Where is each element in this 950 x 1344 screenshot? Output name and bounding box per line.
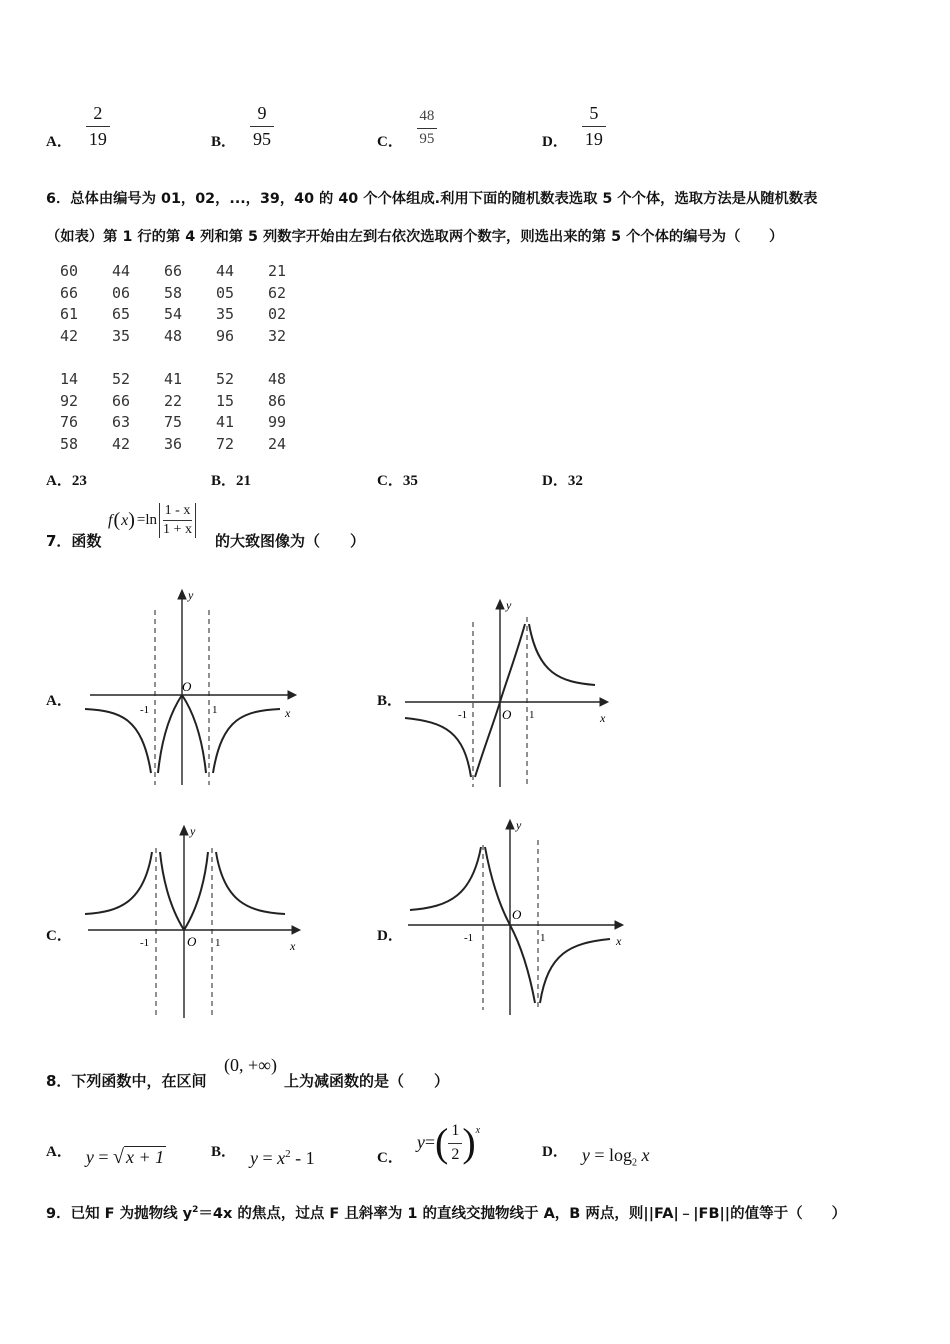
option-label: C． (377, 134, 403, 150)
tick-one: 1 (540, 932, 546, 944)
option-label: C． (377, 1150, 403, 1166)
exponent: x (475, 1124, 481, 1136)
fraction (250, 104, 274, 148)
table-row (60, 262, 320, 282)
table-cell: 58 (164, 283, 183, 302)
curve-left-outer (85, 852, 152, 914)
x-label: x (285, 706, 291, 720)
tick-minus-one: -1 (140, 937, 150, 949)
abs-numerator: 1 - x (164, 503, 191, 518)
curve-left (405, 718, 471, 777)
tick-minus-one: -1 (458, 709, 468, 721)
table-cell: 35 (112, 327, 131, 346)
table-cell: 06 (112, 283, 131, 302)
tick-minus-one: -1 (464, 932, 474, 944)
q5-option-d[interactable] (542, 100, 606, 151)
curve-right-inner (184, 852, 208, 930)
equals: = (589, 1145, 609, 1166)
q8-prefix: 8．下列函数中，在区间 (46, 1072, 207, 1090)
q6-option-c[interactable]: C．35 (377, 473, 418, 489)
q8-interval: (0, +∞) (224, 1055, 277, 1075)
tick-one: 1 (215, 937, 221, 949)
equals: = (424, 1132, 435, 1152)
table-cell: 48 (164, 327, 183, 346)
curve-left-outer (85, 709, 151, 773)
curve-right-outer (216, 852, 285, 914)
curve-left-inner (158, 695, 182, 773)
curve-right (529, 624, 595, 685)
table-cell: 14 (60, 369, 79, 388)
equals: = (93, 1147, 113, 1167)
y-var: y (581, 1145, 590, 1166)
constant: - 1 (290, 1148, 315, 1168)
table-row (60, 327, 320, 347)
table-cell: 41 (216, 413, 235, 432)
table-cell: 92 (60, 391, 79, 410)
base-denominator: 2 (451, 1145, 460, 1163)
curve-right (540, 939, 610, 1003)
q7-graph-c[interactable] (80, 818, 310, 1023)
table-cell: 76 (60, 413, 79, 432)
x-var: x (637, 1145, 650, 1166)
table-cell: 65 (112, 305, 131, 324)
table-cell: 22 (164, 391, 183, 410)
y-axis-arrow (496, 600, 504, 609)
numerator: 9 (257, 102, 267, 123)
q8-option-a[interactable] (46, 1140, 166, 1169)
option-label: D． (542, 1144, 568, 1160)
q6-stem-line1: 6．总体由编号为 01，02，...，39，40 的 40 个个体组成.利用下面的随机数表选取 5 个个体，选取方法是从随机数表 (46, 191, 818, 207)
table-cell: 66 (60, 283, 79, 302)
table-cell: 63 (112, 413, 131, 432)
curve-left (410, 847, 481, 910)
formula-a: y = √ x + 1 (85, 1146, 165, 1168)
table-cell: 44 (216, 262, 235, 280)
table-cell: 54 (164, 305, 183, 324)
tick-minus-one: -1 (140, 704, 150, 716)
denominator: 19 (88, 128, 107, 149)
log-base: 2 (632, 1158, 638, 1169)
table-cell: 05 (216, 283, 235, 302)
option-label: A． (46, 134, 72, 150)
formula-c: y = ( $\frac{1}{2}$ ) x (416, 1119, 481, 1165)
q7-option-a-label[interactable]: A． (46, 693, 72, 709)
q6-option-b[interactable]: B．21 (211, 473, 252, 489)
q9-stem-pre: 9．已知 F 为抛物线 y (46, 1206, 193, 1222)
fraction (417, 109, 437, 147)
x-axis-arrow (615, 921, 623, 929)
table-cell: 96 (216, 327, 235, 346)
table-cell: 32 (268, 327, 287, 346)
q7-suffix: 的大致图像为（ ） (215, 532, 366, 550)
y-label: y (506, 598, 512, 612)
q7-formula: f ( x ) =ln 1 - x 1 + x (108, 503, 196, 538)
numerator: 48 (419, 107, 435, 124)
x-label: x (290, 939, 296, 953)
table-cell: 66 (112, 391, 131, 410)
exponent: 2 (285, 1148, 291, 1160)
q9-stem-post: ＝4x 的焦点，过点 F 且斜率为 1 的直线交抛物线于 A，B 两点，则||FA|﹣|FB||的值等于（ ） (198, 1206, 847, 1222)
x-label: x (600, 711, 606, 725)
q7-graph-a[interactable] (80, 585, 310, 795)
curve-right-outer (213, 709, 280, 773)
abs-denominator: 1 + x (163, 522, 192, 537)
x-axis-arrow (292, 926, 300, 934)
y-label: y (188, 588, 194, 602)
table-cell: 52 (112, 369, 131, 388)
denominator: 19 (584, 128, 603, 149)
table-row (60, 370, 320, 390)
table-row (60, 435, 320, 455)
q6-option-a[interactable]: A．23 (46, 473, 87, 489)
tick-one: 1 (212, 704, 218, 716)
table-cell: 24 (268, 434, 287, 453)
table-cell: 75 (164, 413, 183, 432)
log: log (609, 1145, 633, 1166)
radicand: x + 1 (125, 1147, 165, 1167)
curve-left-inner (160, 852, 184, 930)
fraction (582, 104, 606, 148)
y-label: y (516, 818, 522, 832)
tick-one: 1 (529, 709, 535, 721)
denominator: 95 (253, 128, 272, 149)
q5-option-c[interactable] (377, 104, 437, 151)
function-name: f (108, 511, 113, 529)
table-row (60, 305, 320, 325)
option-label: D． (542, 134, 568, 150)
q9-exponent: 2 (192, 1205, 199, 1216)
option-label: B． (211, 1144, 237, 1160)
y-var: y (85, 1147, 94, 1167)
formula-b (250, 1148, 315, 1169)
table-row (60, 392, 320, 412)
y-var: y (416, 1132, 425, 1152)
table-cell: 42 (112, 434, 131, 453)
numerator: 2 (93, 102, 103, 123)
table-row (60, 284, 320, 304)
fraction (86, 104, 110, 148)
function-var: x (121, 511, 129, 529)
ln-operator: =ln (136, 512, 158, 528)
origin-label: O (182, 679, 192, 694)
x-label: x (616, 934, 622, 948)
table-cell: 48 (268, 369, 287, 388)
q7-graph-d[interactable] (400, 815, 635, 1020)
table-cell: 86 (268, 391, 287, 410)
table-cell: 21 (268, 262, 287, 280)
origin-label: O (502, 707, 512, 722)
q7-option-d-label[interactable]: D． (377, 928, 403, 944)
y-label: y (190, 824, 196, 838)
q8-option-d[interactable] (542, 1140, 650, 1169)
y-axis-arrow (178, 590, 186, 599)
table-cell: 72 (216, 434, 235, 453)
table-cell: 44 (112, 262, 131, 280)
y-axis-arrow (180, 826, 188, 835)
q8-option-b[interactable] (211, 1140, 315, 1169)
table-cell: 15 (216, 391, 235, 410)
q8-suffix: 上为减函数的是（ ） (284, 1072, 450, 1090)
x-axis-arrow (288, 691, 296, 699)
table-cell: 61 (60, 305, 79, 324)
table-cell: 35 (216, 305, 235, 324)
equals: = (258, 1148, 278, 1168)
table-cell: 62 (268, 283, 287, 302)
q7-option-b-label[interactable]: B． (377, 693, 403, 709)
option-label: A． (46, 1144, 72, 1160)
y-axis-arrow (506, 820, 514, 829)
q8-option-c[interactable] (377, 1118, 480, 1167)
table-cell: 42 (60, 327, 79, 346)
table-cell: 52 (216, 369, 235, 388)
origin-label: O (512, 907, 522, 922)
q7-prefix: 7．函数 (46, 532, 102, 550)
option-label: B． (211, 134, 237, 150)
table-cell: 99 (268, 413, 287, 432)
formula-d (582, 1145, 650, 1169)
q5-option-a[interactable] (46, 100, 110, 151)
numerator: 5 (589, 102, 599, 123)
denominator: 95 (419, 130, 435, 147)
table-row (60, 413, 320, 433)
table-cell: 60 (60, 262, 79, 280)
q7-option-c-label[interactable]: C． (46, 928, 72, 944)
curve-right-inner (182, 695, 206, 773)
base-numerator: 1 (451, 1121, 460, 1139)
y-var: y (250, 1148, 259, 1168)
x-axis-arrow (600, 698, 608, 706)
table-cell: 36 (164, 434, 183, 453)
q7-graph-b[interactable] (400, 592, 625, 792)
q6-option-d[interactable]: D．32 (542, 473, 583, 489)
table-cell: 58 (60, 434, 79, 453)
q5-option-b[interactable] (211, 100, 274, 151)
table-cell: 41 (164, 369, 183, 388)
q9-stem (46, 1202, 846, 1223)
q6-stem-line2: （如表）第 1 行的第 4 列和第 5 列数字开始由左到右依次选取两个数字，则选出来的第 5 个个体的编号为（ ） (46, 229, 784, 245)
table-cell: 02 (268, 305, 287, 324)
table-cell: 66 (164, 262, 183, 280)
x-var: x (277, 1148, 286, 1168)
random-number-table (60, 262, 320, 462)
origin-label: O (187, 934, 197, 949)
